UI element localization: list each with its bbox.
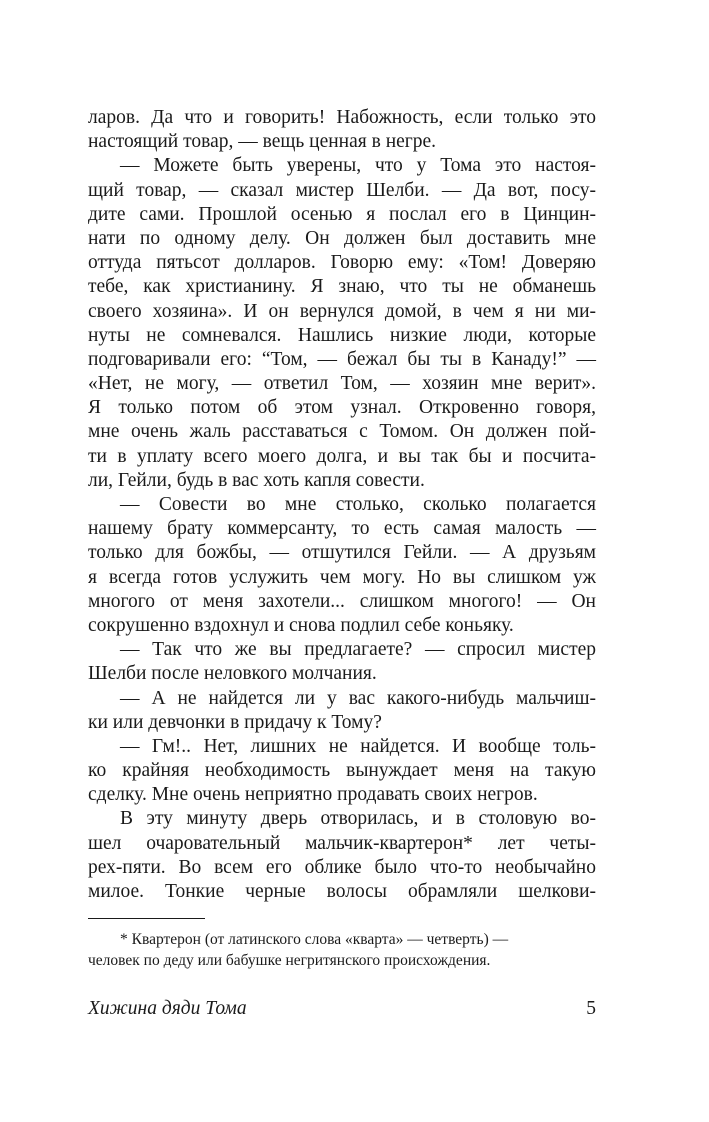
- text-line: — Гм!.. Нет, лишних не найдется. И вообще толь-: [120, 735, 596, 757]
- text-line: мне очень жаль расставаться с Томом. Он должен пой-: [88, 421, 596, 443]
- text-line: рех-пяти. Во всем его облике было что-то необычайно: [88, 856, 596, 878]
- text-line: ларов. Да что и говорить! Набожность, если только это: [88, 107, 596, 128]
- text-line: нати по одному делу. Он должен был доставить мне: [88, 227, 596, 249]
- text-line: нуты не сомневался. Нашлись низкие люди, которые: [88, 324, 596, 346]
- text-line: — Можете быть уверены, что у Тома это настоя-: [120, 155, 596, 177]
- text-line: ко крайняя необходимость вынуждает меня на такую: [88, 760, 596, 782]
- text-line: ти в уплату всего моего долга, и вы так бы и посчита-: [88, 445, 596, 467]
- page-number: 5: [586, 998, 596, 1019]
- text-line: настоящий товар, — вещь ценная в негре.: [88, 131, 437, 153]
- text-line: Шелби после неловкого молчания.: [88, 663, 377, 685]
- footnote-divider: [88, 918, 205, 919]
- text-line: оттуда пятьсот долларов. Говорю ему: «Том! Доверяю: [88, 252, 596, 274]
- footnote: [88, 930, 596, 971]
- text-line: шел очаровательный мальчик-квартерон* лет четы-: [88, 832, 596, 854]
- text-line: В эту минуту дверь отворилась, и в столовую во-: [120, 808, 596, 830]
- text-line: — Так что же вы предлагаете? — спросил мистер: [120, 639, 596, 661]
- main-text: [88, 106, 596, 904]
- text-line: ки или девчонки в придачу к Тому?: [88, 711, 382, 733]
- text-line: дите сами. Прошлой осенью я послал его в Цинцин-: [88, 203, 596, 225]
- text-line: Я только потом об этом узнал. Откровенно говоря,: [88, 397, 596, 419]
- text-line: я всегда готов услужить чем могу. Но вы слишком уж: [88, 566, 596, 588]
- running-title: Хижина дяди Тома: [88, 998, 247, 1019]
- text-line: — Совести во мне столько, сколько полагается: [120, 494, 596, 515]
- footnote-line: человек по деду или бабушке негритянского происхождения.: [88, 951, 491, 969]
- text-line: «Нет, не могу, — ответил Том, — хозяин мне верит».: [88, 373, 596, 395]
- text-line: тебе, как христианину. Я знаю, что ты не обманешь: [88, 276, 596, 298]
- text-line: щий товар, — сказал мистер Шелби. — Да вот, посу-: [88, 179, 596, 201]
- text-line: сделку. Мне очень неприятно продавать своих негров.: [88, 784, 538, 806]
- text-line: своего хозяина». И он вернулся домой, в чем я ни ми-: [88, 300, 596, 322]
- text-line: милое. Тонкие черные волосы обрамляли шелкови-: [88, 881, 596, 902]
- text-line: нашему брату коммерсанту, то есть самая малость —: [88, 518, 596, 540]
- text-line: — А не найдется ли у вас какого-нибудь мальчиш-: [120, 687, 596, 709]
- text-line: сокрушенно вздохнул и снова подлил себе коньяку.: [88, 614, 514, 636]
- text-line: ли, Гейли, будь в вас хоть капля совести.: [88, 469, 425, 491]
- footnote-line: * Квартерон (от латинского слова «кварта» — четверть) —: [120, 931, 509, 948]
- text-line: подговаривали его: “Том, — бежал бы ты в Канаду!” —: [88, 348, 596, 370]
- text-line: только для божбы, — отшутился Гейли. — А друзьям: [88, 542, 596, 564]
- text-line: многого от меня захотели... слишком многого! — Он: [88, 590, 596, 612]
